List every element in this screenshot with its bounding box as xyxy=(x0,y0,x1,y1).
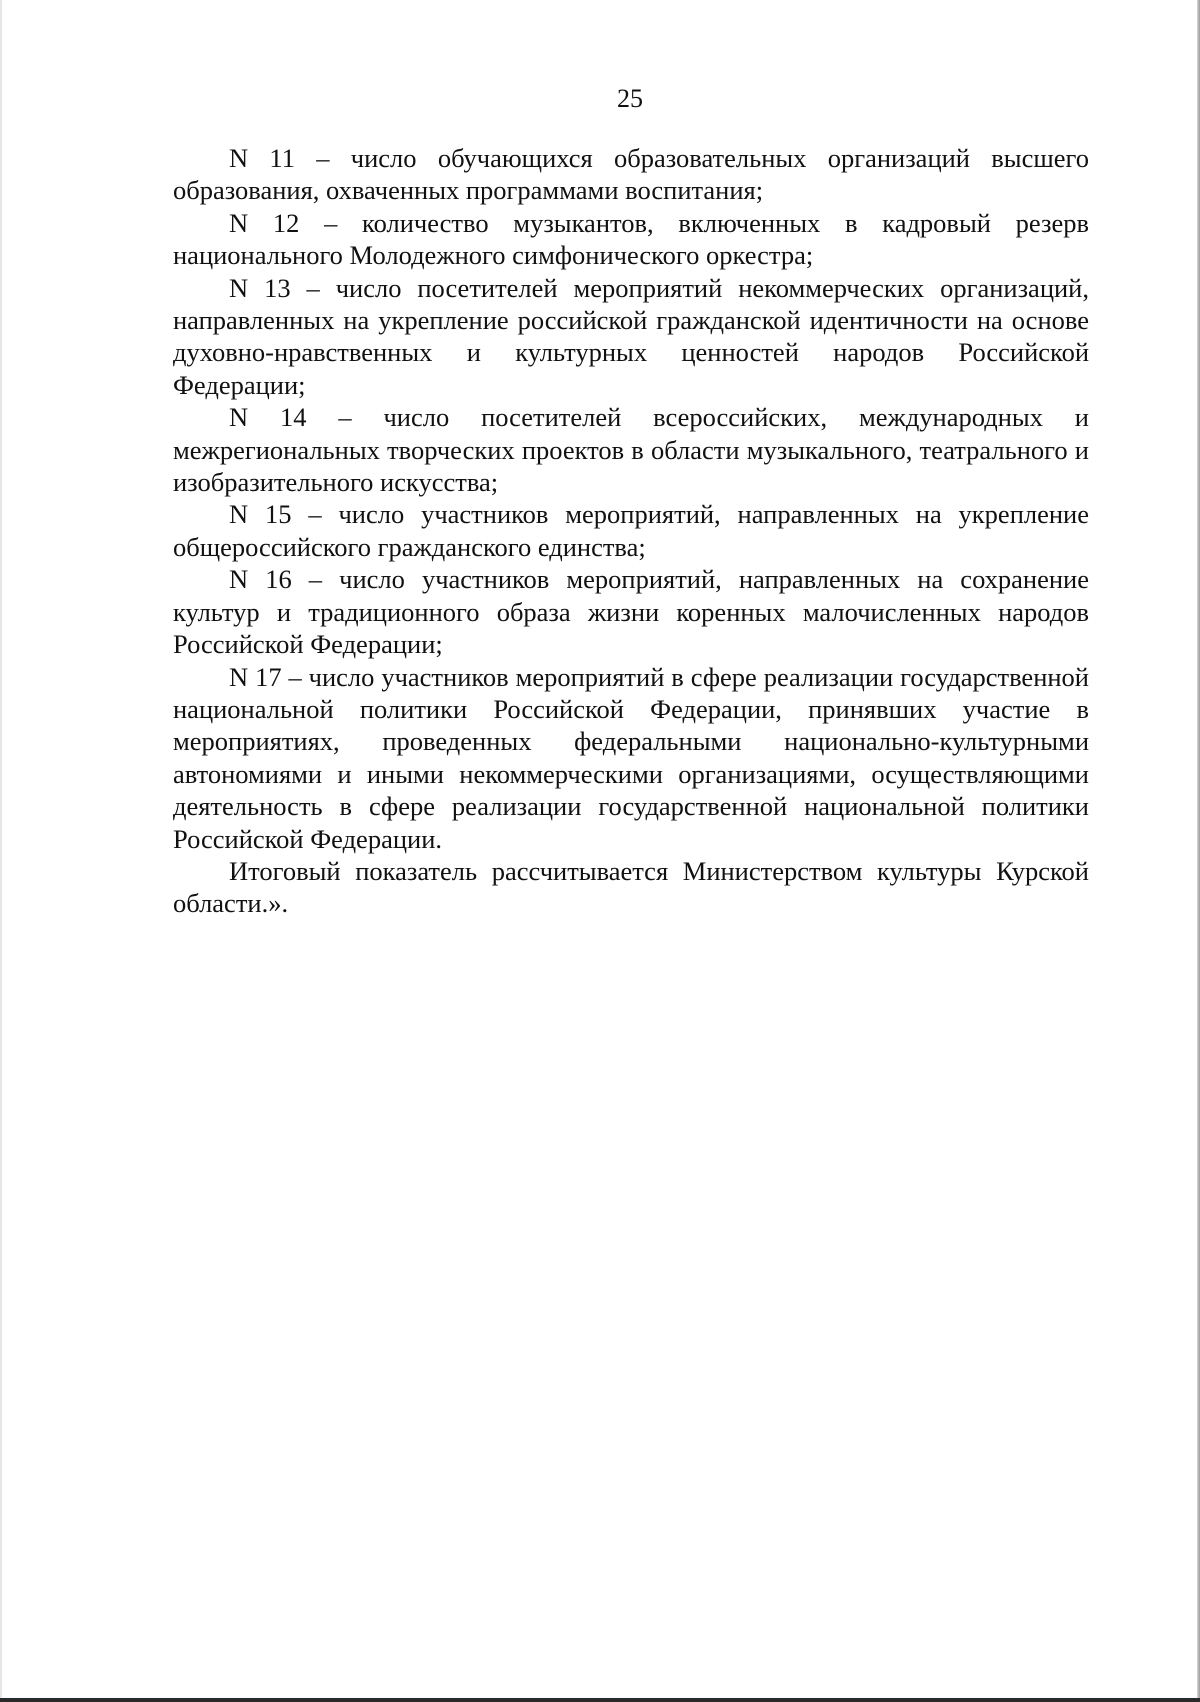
paragraph-n14: N 14 – число посетителей всероссийских, международных и межрегиональных творческих проектов в области музыкального, театрального и изобразительного искусства; xyxy=(173,402,1089,498)
page-number: 25 xyxy=(617,84,643,113)
document-body xyxy=(173,142,1089,920)
paragraph-n12: N 12 – количество музыкантов, включенных в кадровый резерв национального Молодежного симфонического оркестра; xyxy=(173,207,1089,271)
scan-edge-bottom xyxy=(0,1698,1200,1702)
paragraph-n13: N 13 – число посетителей мероприятий некоммерческих организаций, направленных на укрепление российской гражданской идентичности на основе духовно-нравственных и культурных ценностей народов Российской Федерации; xyxy=(173,272,1089,400)
paragraph-n16: N 16 – число участников мероприятий, направленных на сохранение культур и традиционного образа жизни коренных малочисленных народов Российской Федерации; xyxy=(173,564,1089,660)
scan-edge-left xyxy=(0,0,2,1702)
paragraph-n15: N 15 – число участников мероприятий, направленных на укрепление общероссийского гражданского единства; xyxy=(173,499,1089,562)
paragraph-n17: N 17 – число участников мероприятий в сфере реализации государственной национальной политики Российской Федерации, принявших участие в мероприятиях, проведенных федеральными национально-культурными автономиями и иными некоммерческими организациями, осуществляющими деятельность в сфере реализации государственной национальной политики Российской Федерации. xyxy=(173,661,1089,854)
paragraph-n11: N 11 – число обучающихся образовательных организаций высшего образования, охваченных программами воспитания; xyxy=(173,143,1089,206)
paragraph-summary: Итоговый показатель рассчитывается Министерством культуры Курской области.». xyxy=(173,855,1089,919)
